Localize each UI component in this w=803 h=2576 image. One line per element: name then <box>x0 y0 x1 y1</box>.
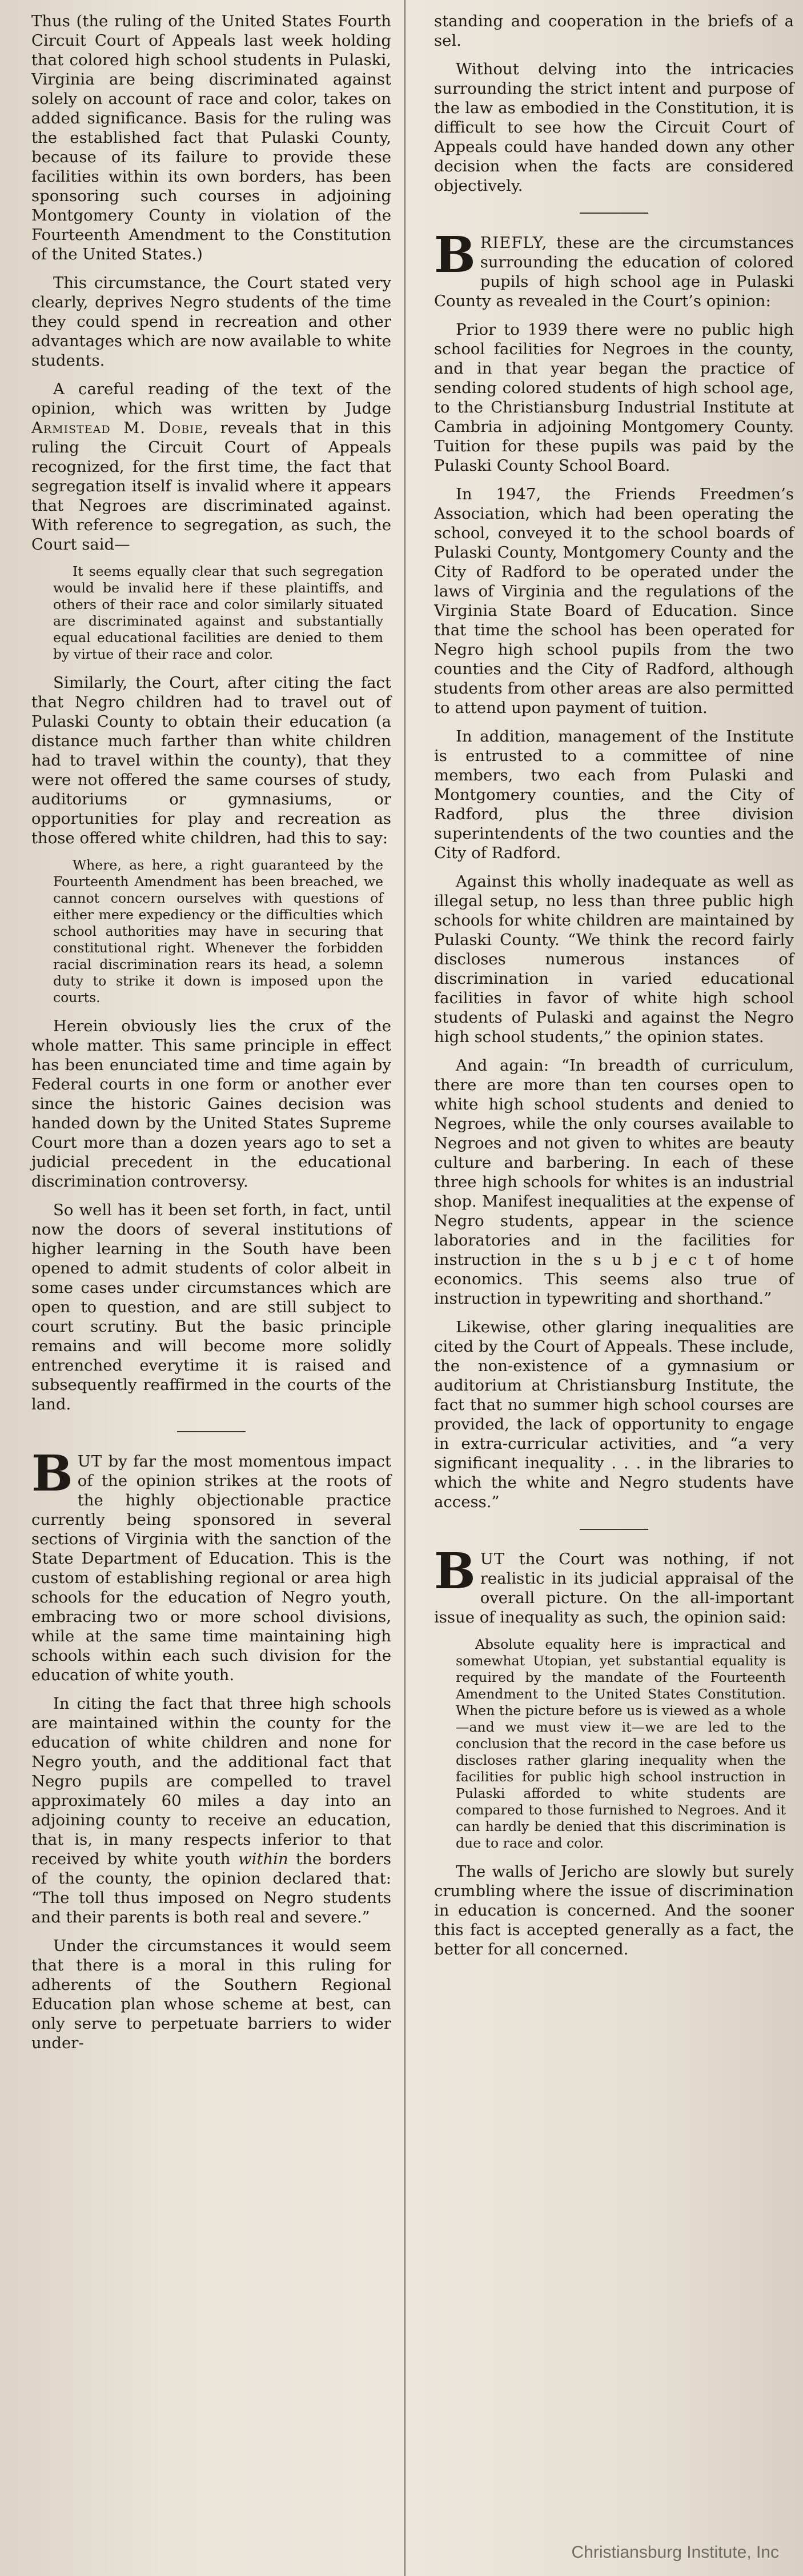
right-column <box>434 11 794 1968</box>
paragraph: Herein obviously lies the crux of the whole matter. This same principle in effect has been enunciated time and time again by Federal courts in one form or another ever since the historic Gaines decision was handed down by the United States Supreme Court more than a dozen years ago to set a judicial precedent in the educational discrimination controversy. <box>31 1017 391 1191</box>
paragraph: Against this wholly inadequate as well as illegal setup, no less than three public high schools for white children are maintained by Pulaski County. “We think the record fairly discloses numerous instances of discrimination in varied educational facilities in favor of white high school students of Pulaski and against the Negro high school students,” the opinion states. <box>434 872 794 1046</box>
paragraph: In 1947, the Friends Freedmen’s Association, which had been operating the school, conveyed it to the school boards of Pulaski County, Montgomery County and the City of Radford to be operated under the laws of Virginia and the regulations of the Virginia State Board of Education. Since that time the school has been operated for Negro high school pupils from the two counties and the City of Radford, although students from other areas are also permitted to attend upon payment of tuition. <box>434 485 794 717</box>
section-rule <box>580 213 648 214</box>
paragraph: Similarly, the Court, after citing the fact that Negro children had to travel out of Pulaski County to obtain their education (a distance much farther than white children had to travel within the county), that they were not offered the same courses of study, auditoriums or gymnasiums, or opportunities for play and recreation as those offered white children, had this to say: <box>31 674 391 847</box>
paragraph: A careful reading of the text of the opinion, which was written by Judge Armistead M. Dobie, reveals that in this ruling the Circuit Court of Appeals recognized, for the first time, the fact that segregation itself is invalid where it appears that Negroes are discriminated against. With reference to segregation, as such, the Court said— <box>31 380 391 554</box>
paragraph: So well has it been set forth, in fact, until now the doors of several institutions of higher learning in the South have been opened to admit students of color albeit in some cases under circumstances which are open to question, and are still subject to court scrutiny. But the basic principle remains and will become more solidly entrenched everytime it is raised and subsequently reaffirmed in the courts of the land. <box>31 1201 391 1413</box>
paragraph: In addition, management of the Institute is entrusted to a committee of nine members, two each from Pulaski and Montgomery counties, and the City of Radford, plus the three division superintendents of the two counties and the City of Radford. <box>434 727 794 862</box>
court-quote: It seems equally clear that such segregation would be invalid here if these plaintiffs, and others of their race and color similarly situated are discriminated against and substantially equal educational facilities are denied to them by virtue of their race and color. <box>53 563 383 662</box>
paragraph: BUT by far the most momentous impact of the opinion strikes at the roots of the highly objectionable practice currently being sponsored in several sections of Virginia with the sanction of the State Department of Education. This is the custom of establishing regional or area high schools for the education of Negro youth, embracing two or more school divisions, while at the same time maintaining high schools within each such division for the education of white youth. <box>31 1445 391 1684</box>
drop-cap: B <box>31 1445 73 1503</box>
left-column <box>31 11 391 2062</box>
court-quote: Where, as here, a right guaranteed by the Fourteenth Amendment has been breached, we cannot concern ourselves with questions of either mere expediency or the difficulties which school authorities may have in securing that constitutional right. Whenever the forbidden racial discrimination rears its head, a solemn duty to strike it down is imposed upon the courts. <box>53 857 383 1005</box>
column-divider <box>404 0 405 2576</box>
paragraph: And again: “In breadth of curriculum, there are more than ten courses open to white high school students and denied to Negroes, while the only courses available to Negroes and not given to whites are beauty culture and barbering. In each of these three high schools for whites is an industrial shop. Manifest inequalities at the expense of Negro students, appear in the science laboratories and in the facilities for instruction in the s u b j e c t of home economics. This seems also true of instruction in typewriting and shorthand.” <box>434 1056 794 1308</box>
paragraph: BRIEFLY, these are the circumstances surrounding the education of colored pupils of high school age in Pulaski County as revealed in the Court’s opinion: <box>434 226 794 310</box>
paragraph: The walls of Jericho are slowly but surely crumbling where the issue of discrimination in education is concerned. And the sooner this fact is accepted generally as a fact, the better for all concerned. <box>434 1862 794 1958</box>
court-quote: Absolute equality here is impractical and somewhat Utopian, yet substantial equality is required by the mandate of the Fourteenth Amendment to the United States Constitution. When the picture before us is viewed as a whole—and we must view it—we are led to the conclusion that the record in the case before us discloses rather glaring inequality when the facilities for public high school instruction in Pulaski afforded to white students are compared to those furnished to Negroes. And it can hardly be denied that this discrimination is due to race and color. <box>456 1636 786 1851</box>
paragraph: In citing the fact that three high schools are maintained within the county for the education of white children and none for Negro youth, and the additional fact that Negro pupils are compelled to travel approximately 60 miles a day into an adjoining county to receive an education, that is, in many respects inferior to that received by white youth within the borders of the county, the opinion declared that: “The toll thus imposed on Negro students and their parents is both real and severe.” <box>31 1694 391 1926</box>
drop-cap: B <box>434 226 476 284</box>
judge-name: Armistead M. Dobie <box>31 419 203 437</box>
paragraph: Likewise, other glaring inequalities are cited by the Court of Appeals. These include, the non-existence of a gymnasium or auditorium at Christiansburg Institute, the fact that no summer high school courses are provided, the lack of opportunity to engage in extra-curricular activities, and “a very significant inequality . . . in the libraries to which the white and Negro students have access.” <box>434 1318 794 1511</box>
paragraph: Under the circumstances it would seem that there is a moral in this ruling for adherents of the Southern Regional Education plan whose scheme at best, can only serve to perpetuate barriers to wider under- <box>31 1937 391 2052</box>
paragraph: Thus (the ruling of the United States Fourth Circuit Court of Appeals last week holding that colored high school students in Pulaski, Virginia are being discriminated against solely on account of race and color, takes on added significance. Basis for the ruling was the established fact that Pulaski County, because of its failure to provide these facilities within its own borders, has been sponsoring such courses in adjoining Montgomery County in violation of the Fourteenth Amendment to the Constitution of the United States.) <box>31 12 391 263</box>
paragraph: This circumstance, the Court stated very clearly, deprives Negro students of the time they could spend in recreation and other advantages which are now available to white students. <box>31 274 391 370</box>
archive-credit: Christiansburg Institute, Inc <box>571 2543 779 2562</box>
section-rule <box>177 1431 246 1432</box>
paragraph: standing and cooperation in the briefs of a sel. <box>434 12 794 50</box>
drop-cap: B <box>434 1543 476 1600</box>
paragraph: Prior to 1939 there were no public high school facilities for Negroes in the county, and in that year began the practice of sending colored students of high school age, to the Christiansburg Industrial Institute at Cambria in adjoining Montgomery County. Tuition for these pupils was paid by the Pulaski County School Board. <box>434 321 794 475</box>
paragraph: Without delving into the intricacies surrounding the strict intent and purpose of the law as embodied in the Constitution, it is difficult to see how the Circuit Court of Appeals could have handed down any other decision when the facts are considered objectively. <box>434 60 794 195</box>
section-rule <box>580 1529 648 1530</box>
paragraph: BUT the Court was nothing, if not realistic in its judicial appraisal of the overall picture. On the all-important issue of inequality as such, the opinion said: <box>434 1543 794 1626</box>
